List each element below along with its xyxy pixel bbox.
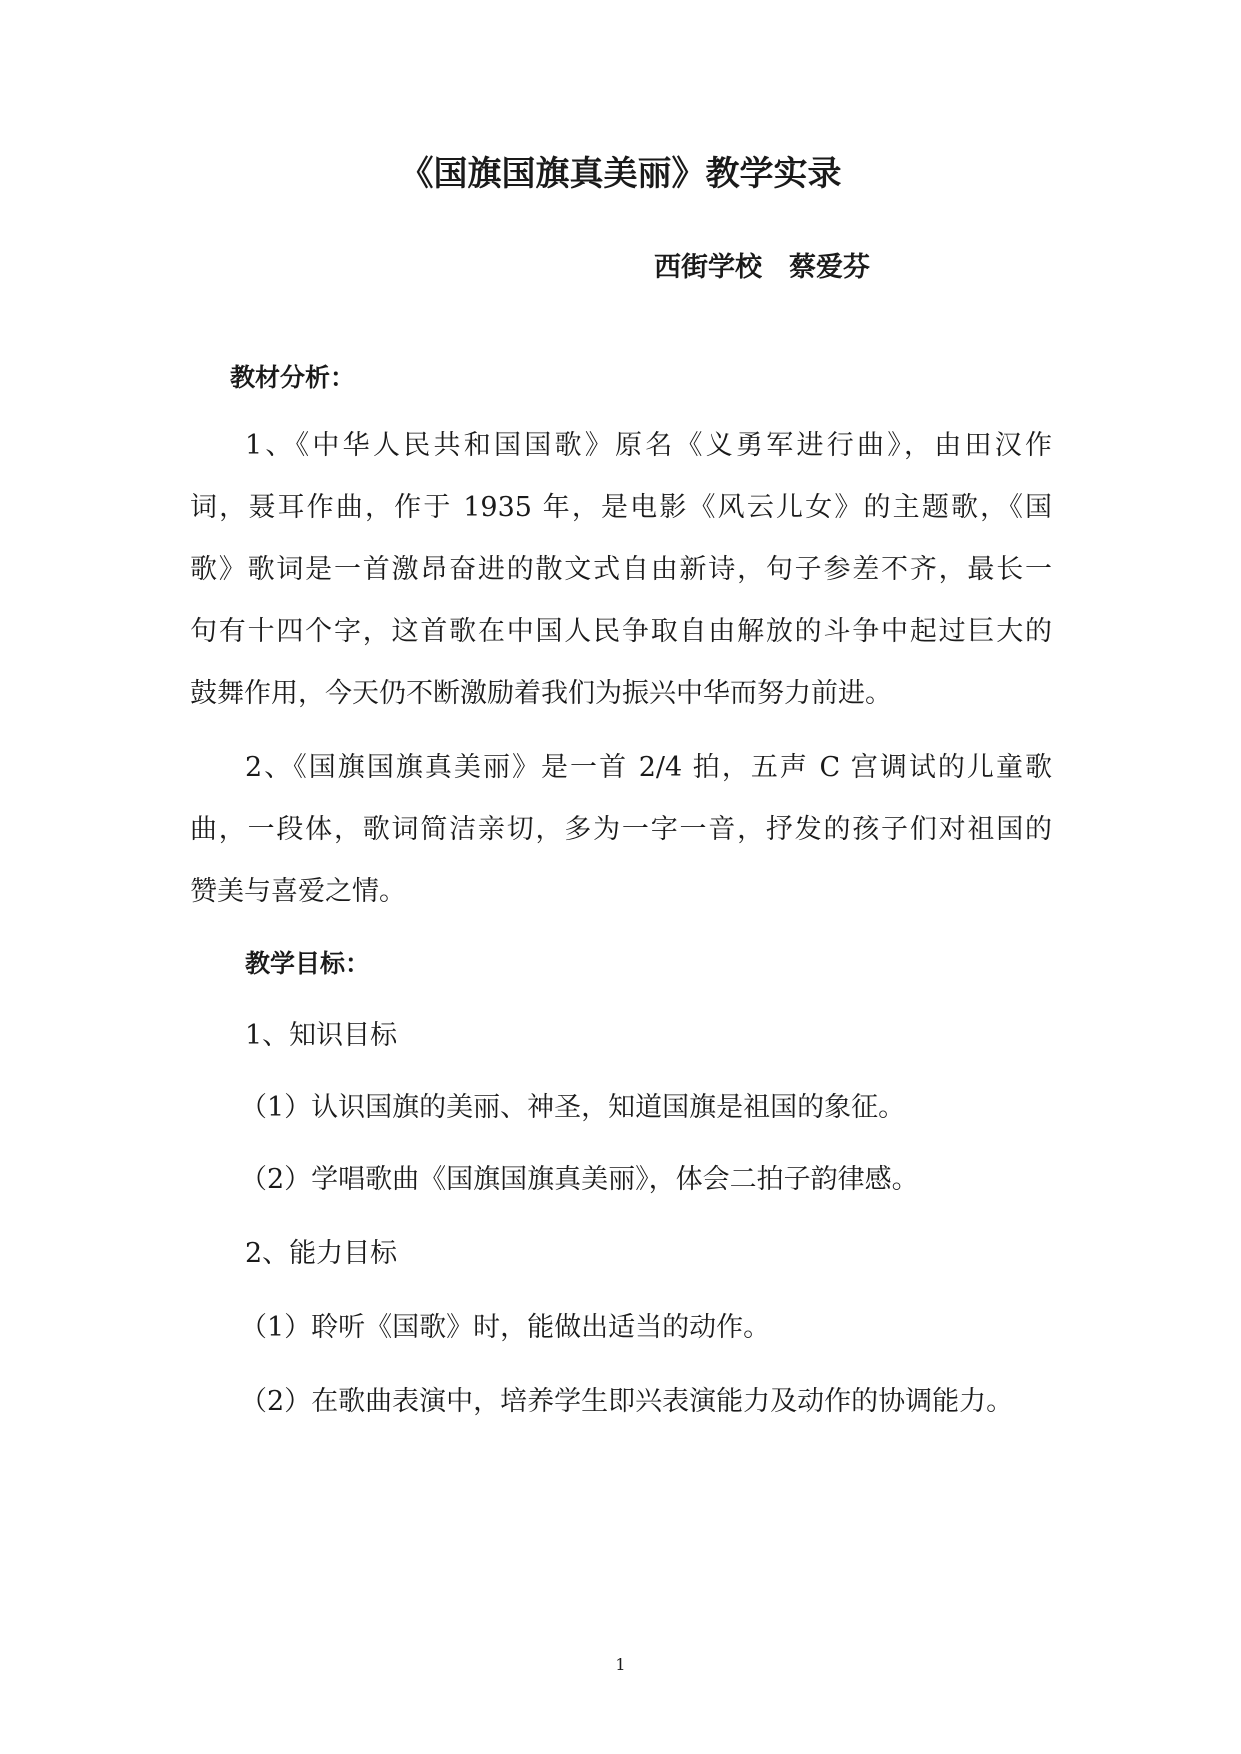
paragraph-1-line-5: 鼓舞作用，今天仍不断激励着我们为振兴中华而努力前进。 [190,678,892,709]
section-heading-teaching-goals: 教学目标： [245,949,371,978]
goal-knowledge-item-2: （2）学唱歌曲《国旗国旗真美丽》，体会二拍子韵律感。 [240,1164,919,1195]
goal-ability-heading: 2、能力目标 [245,1238,398,1269]
paragraph-2-line-1: 2、《国旗国旗真美丽》是一首 2/4 拍，五声 C 宫调试的儿童歌 [245,752,1052,783]
author-line: 西街学校 蔡爱芬 [654,252,870,283]
document-title: 《国旗国旗真美丽》教学实录 [399,154,842,194]
goal-knowledge-heading: 1、知识目标 [245,1020,398,1051]
goal-ability-item-1: （1）聆听《国歌》时，能做出适当的动作。 [240,1312,771,1343]
paragraph-2-line-3: 赞美与喜爱之情。 [190,876,406,907]
paragraph-1-line-4: 句有十四个字，这首歌在中国人民争取自由解放的斗争中起过巨大的 [190,616,1052,647]
paragraph-2-line-2: 曲，一段体，歌词简洁亲切，多为一字一音，抒发的孩子们对祖国的 [190,814,1052,845]
paragraph-1-line-2: 词，聂耳作曲，作于 1935 年，是电影《风云儿女》的主题歌，《国 [190,492,1052,523]
page-number: 1 [615,1655,626,1674]
section-heading-material-analysis: 教材分析： [230,363,356,392]
goal-ability-item-2: （2）在歌曲表演中，培养学生即兴表演能力及动作的协调能力。 [240,1386,1014,1417]
goal-knowledge-item-1: （1）认识国旗的美丽、神圣，知道国旗是祖国的象征。 [240,1092,906,1123]
paragraph-1-line-1: 1、《中华人民共和国国歌》原名《义勇军进行曲》，由田汉作 [245,430,1052,461]
paragraph-1-line-3: 歌》歌词是一首激昂奋进的散文式自由新诗，句子参差不齐，最长一 [190,554,1052,585]
